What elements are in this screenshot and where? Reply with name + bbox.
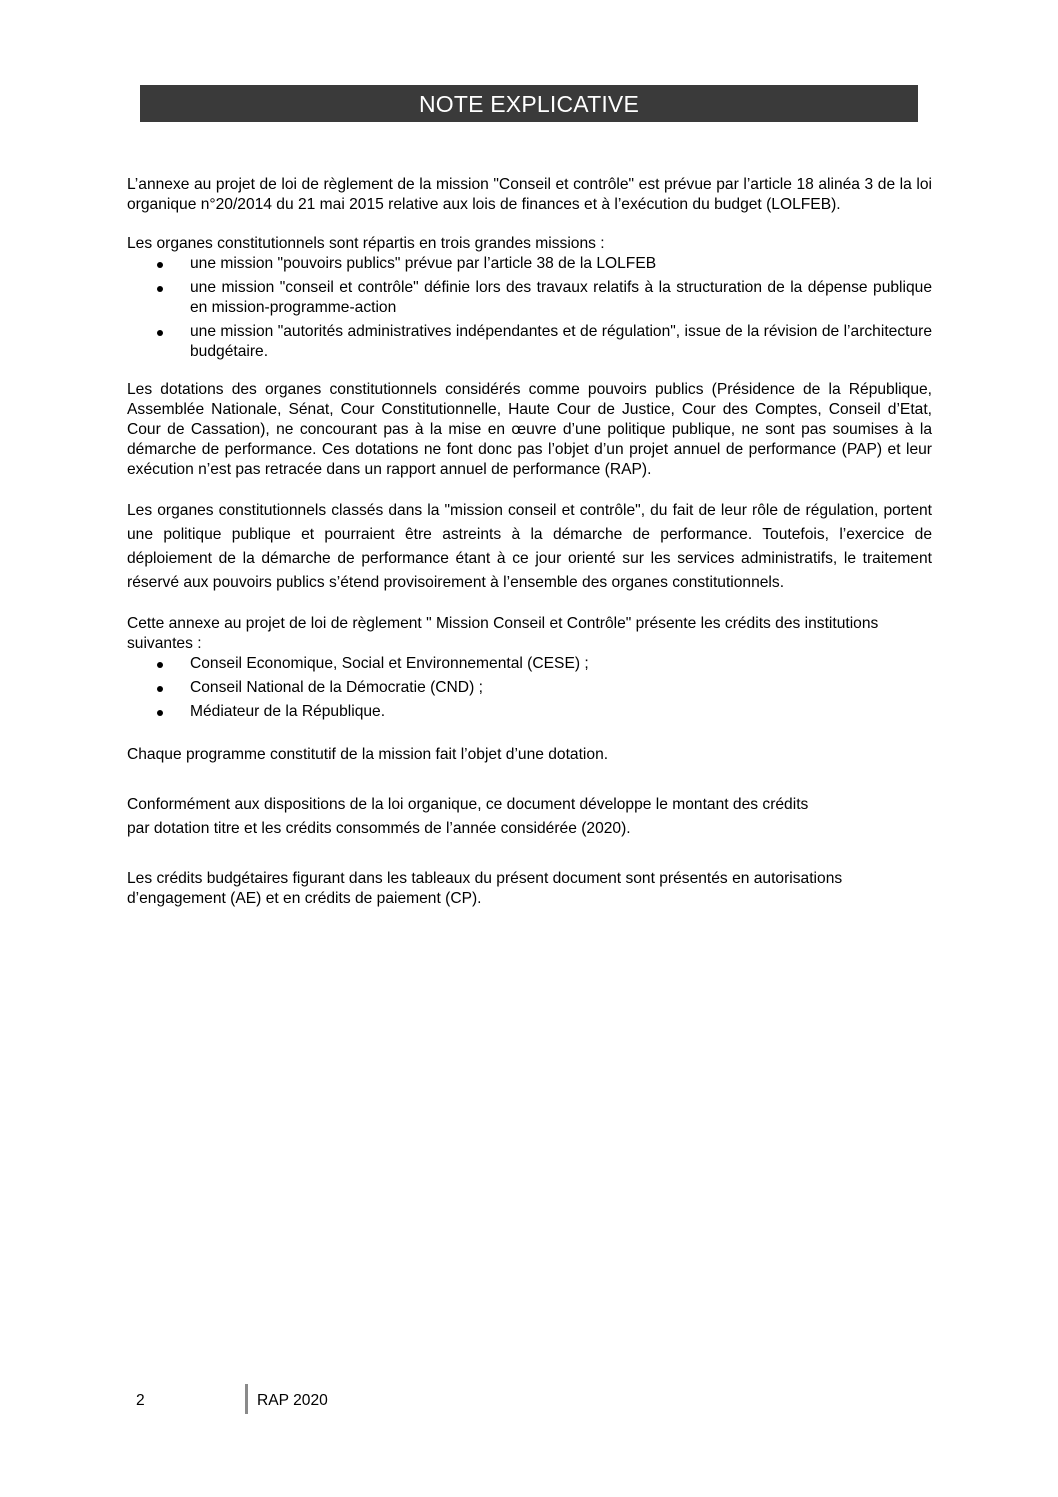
page-number: 2 (136, 1392, 145, 1409)
bullet-icon (157, 286, 163, 292)
spacer (127, 726, 932, 745)
spacer (127, 480, 932, 499)
spacer (127, 366, 932, 380)
spacer (127, 215, 932, 234)
spacer (127, 595, 932, 614)
spacer (127, 765, 932, 793)
conseil-controle-paragraph: Les organes constitutionnels classés dans la "mission conseil et contrôle", du fait de leur rôle de régulation, portent une politique publique et pourraient être astreints à la démarche de performance. Toutefois, l’exercice de déploiement de la démarche de performance étant à ce jour orienté sur les services administratifs, le traitement réservé aux pouvoirs publics s’étend provisoirement à l’ensemble des organes constitutionnels. (127, 502, 932, 591)
footer-label: RAP 2020 (257, 1392, 328, 1409)
bullet-icon (157, 262, 163, 268)
dotation-paragraph: Chaque programme constitutif de la mission fait l’objet d’une dotation. (127, 746, 609, 763)
list-item-text: une mission "autorités administratives indépendantes et de régulation", issue de la révision de l’architecture budgétaire. (190, 323, 932, 360)
list-item (127, 654, 932, 674)
list-item (127, 322, 932, 362)
page-title: NOTE EXPLICATIVE (140, 85, 918, 122)
spacer (127, 841, 932, 869)
missions-list (127, 254, 932, 362)
list-item (127, 702, 932, 722)
bullet-icon (157, 330, 163, 336)
list-item-text: une mission "pouvoirs publics" prévue par l’article 38 de la LOLFEB (190, 255, 657, 272)
pouvoirs-publics-paragraph: Les dotations des organes constitutionnels considérés comme pouvoirs publics (Présidence de la République, Assemblée Nationale, Sénat, Cour Constitutionnelle, Haute Cour de Justice, Cour des Comptes, Conseil d’Etat, Cour de Cassation), ne concourant pas à la mise en œuvre d’une politique publique, ne sont pas soumises à la démarche de performance. Ces dotations ne font donc pas l’objet d’un projet annuel de performance (PAP) et leur exécution n’est pas retracée dans un rapport annuel de performance (RAP). (127, 381, 932, 478)
institutions-intro: Cette annexe au projet de loi de règlement " Mission Conseil et Contrôle" présente les crédits des institutions suivantes : (127, 615, 879, 652)
bullet-icon (157, 686, 163, 692)
list-item (127, 678, 932, 698)
bullet-icon (157, 710, 163, 716)
institutions-list (127, 654, 932, 722)
document-body (127, 175, 932, 909)
footer-divider (245, 1384, 248, 1414)
list-item (127, 254, 932, 274)
bullet-icon (157, 662, 163, 668)
ae-cp-paragraph: Les crédits budgétaires figurant dans les tableaux du présent document sont présentés en autorisations d’engagement (AE) et en crédits de paiement (CP). (127, 870, 843, 907)
list-item-text: Conseil Economique, Social et Environnemental (CESE) ; (190, 655, 589, 672)
credits-paragraph-line-2: par dotation titre et les crédits consommés de l’année considérée (2020). (127, 820, 631, 837)
list-item (127, 278, 932, 318)
list-item-text: Médiateur de la République. (190, 703, 386, 720)
list-item-text: Conseil National de la Démocratie (CND) ; (190, 679, 483, 696)
list-item-text: une mission "conseil et contrôle" définie lors des travaux relatifs à la structuration de la dépense publique en mission-programme-action (190, 279, 932, 316)
credits-paragraph-line-1: Conformément aux dispositions de la loi organique, ce document développe le montant des crédits (127, 796, 809, 813)
intro-paragraph: L’annexe au projet de loi de règlement de la mission "Conseil et contrôle" est prévue par l’article 18 alinéa 3 de la loi organique n°20/2014 du 21 mai 2015 relative aux lois de finances et à l’exécution du budget (LOLFEB). (127, 176, 932, 213)
missions-intro: Les organes constitutionnels sont répartis en trois grandes missions : (127, 235, 605, 252)
